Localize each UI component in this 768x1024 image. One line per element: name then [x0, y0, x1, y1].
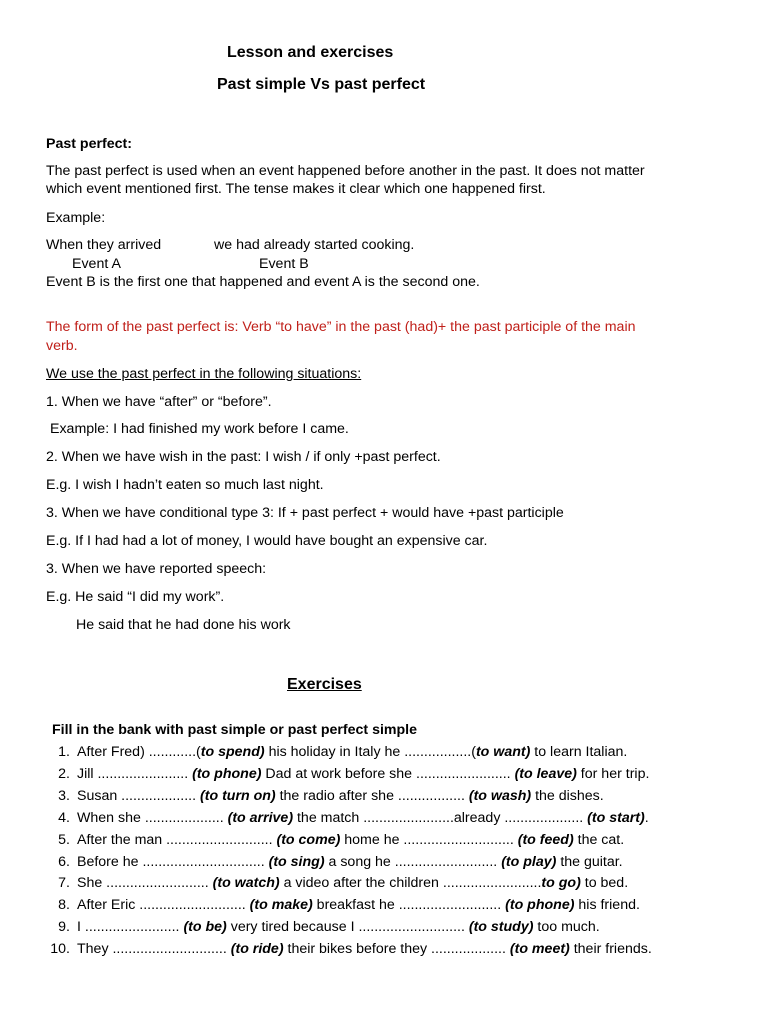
- exercise-item: [46, 832, 624, 849]
- exercise-number: 7.: [58, 875, 70, 892]
- exercise-text: his holiday in Italy he .................(: [264, 744, 476, 760]
- exercise-text: I ........................: [77, 919, 184, 936]
- exercise-text: their friends.: [569, 941, 652, 958]
- exercise-verb-hint: (to phone): [192, 765, 262, 782]
- exercise-item: [46, 897, 640, 914]
- exercise-text: the match .......................already ....................: [293, 809, 588, 826]
- exercise-text: After Fred) ............(: [77, 744, 201, 760]
- event-a-label: Event A: [72, 256, 121, 272]
- exercise-text: his friend.: [574, 897, 640, 914]
- exercise-text: to learn Italian.: [530, 744, 628, 760]
- form-rule-line-1: The form of the past perfect is: Verb “to have” in the past (had)+ the past participle of the main: [46, 319, 636, 335]
- exercise-verb-hint: (to meet): [509, 941, 570, 958]
- exercise-text: very tired because I ...........................: [226, 919, 469, 936]
- situation-4-example: E.g. He said “I did my work”.: [46, 589, 225, 605]
- form-rule-line-2: verb.: [46, 338, 78, 354]
- exercise-verb-hint: (to watch): [212, 875, 280, 892]
- exercise-text: .: [644, 809, 649, 826]
- intro-line-1: The past perfect is used when an event happened before another in the past. It does not matter: [46, 163, 645, 179]
- exercise-verb-hint: (to wash): [468, 787, 532, 804]
- exercise-text: the guitar.: [556, 853, 623, 870]
- exercise-text: She ..........................: [77, 875, 213, 892]
- exercise-text: They .............................: [77, 941, 231, 958]
- exercise-verb-hint: to go): [541, 875, 581, 892]
- event-b-label: Event B: [259, 256, 309, 272]
- exercise-verb-hint: (to turn on): [200, 787, 276, 804]
- exercise-number: 2.: [58, 765, 70, 782]
- exercise-item: [46, 766, 649, 783]
- exercise-number: 1.: [58, 744, 70, 760]
- exercise-text: the dishes.: [531, 787, 604, 804]
- exercise-verb-hint: (to study): [468, 919, 534, 936]
- exercise-number: 10.: [50, 941, 70, 958]
- exercise-number: 9.: [58, 919, 70, 936]
- exercise-verb-hint: (to come): [276, 831, 341, 848]
- exercise-text: Jill .......................: [77, 765, 193, 782]
- exercise-verb-hint: to want): [475, 744, 531, 760]
- exercise-verb-hint: (to feed): [517, 831, 574, 848]
- situation-3: 3. When we have conditional type 3: If + past perfect + would have +past participle: [46, 505, 564, 521]
- exercise-text: When she ....................: [77, 809, 228, 826]
- exercise-text: too much.: [533, 919, 600, 936]
- situation-4-example-reported: He said that he had done his work: [76, 617, 291, 633]
- exercise-item: [46, 941, 652, 958]
- exercise-verb-hint: (to start): [587, 809, 645, 826]
- exercise-number: 6.: [58, 853, 70, 870]
- situation-2: 2. When we have wish in the past: I wish / if only +past perfect.: [46, 449, 441, 465]
- exercises-heading: Exercises: [287, 676, 362, 693]
- exercise-text: Before he ...............................: [77, 853, 269, 870]
- exercise-text: the cat.: [573, 831, 625, 848]
- exercise-text: Dad at work before she ........................: [261, 765, 515, 782]
- situation-1: 1. When we have “after” or “before”.: [46, 394, 272, 410]
- exercise-number: 4.: [58, 809, 70, 826]
- exercise-verb-hint: (to arrive): [227, 809, 294, 826]
- exercise-item: [46, 875, 628, 892]
- situation-4: 3. When we have reported speech:: [46, 561, 267, 577]
- exercise-text: their bikes before they ...................: [283, 941, 510, 958]
- exercise-item: [46, 919, 600, 936]
- exercise-text: After Eric ...........................: [77, 897, 250, 914]
- exercise-number: 3.: [58, 787, 70, 804]
- example-explanation: Event B is the first one that happened and event A is the second one.: [46, 274, 480, 290]
- exercise-verb-hint: (to leave): [514, 765, 577, 782]
- exercise-item: [46, 788, 604, 805]
- exercise-item: [46, 854, 623, 871]
- exercise-item: [46, 810, 649, 827]
- situation-3-example: E.g. If I had had a lot of money, I would have bought an expensive car.: [46, 533, 488, 549]
- example-part-a: When they arrived: [46, 237, 162, 253]
- exercise-verb-hint: (to be): [183, 919, 227, 936]
- document-subtitle: Past simple Vs past perfect: [217, 76, 426, 93]
- example-label: Example:: [46, 210, 106, 226]
- situation-1-example: Example: I had finished my work before I came.: [50, 421, 349, 437]
- exercise-text: Susan ...................: [77, 787, 201, 804]
- exercise-verb-hint: (to make): [249, 897, 313, 914]
- exercises-instruction: Fill in the bank with past simple or past perfect simple: [52, 722, 418, 738]
- exercise-verb-hint: to spend): [200, 744, 265, 760]
- exercise-text: breakfast he ..........................: [312, 897, 506, 914]
- intro-line-2: which event mentioned first. The tense makes it clear which one happened first.: [46, 181, 546, 197]
- exercise-text: a song he ..........................: [324, 853, 502, 870]
- section-heading-past-perfect: Past perfect:: [46, 136, 132, 152]
- exercise-verb-hint: (to phone): [505, 897, 575, 914]
- example-part-b: we had already started cooking.: [214, 237, 415, 253]
- exercise-text: a video after the children .........................: [279, 875, 542, 892]
- exercise-verb-hint: (to ride): [230, 941, 284, 958]
- exercise-verb-hint: (to play): [501, 853, 557, 870]
- situation-2-example: E.g. I wish I hadn’t eaten so much last night.: [46, 477, 324, 493]
- exercise-item: [46, 744, 627, 761]
- exercise-number: 8.: [58, 897, 70, 914]
- exercise-text: After the man ...........................: [77, 831, 277, 848]
- exercise-text: to bed.: [580, 875, 629, 892]
- exercise-number: 5.: [58, 831, 70, 848]
- exercise-text: home he ............................: [340, 831, 518, 848]
- exercise-text: the radio after she .................: [275, 787, 469, 804]
- document-title: Lesson and exercises: [227, 44, 394, 61]
- exercise-verb-hint: (to sing): [268, 853, 325, 870]
- exercise-text: for her trip.: [576, 765, 650, 782]
- situations-heading: We use the past perfect in the following situations:: [46, 366, 362, 382]
